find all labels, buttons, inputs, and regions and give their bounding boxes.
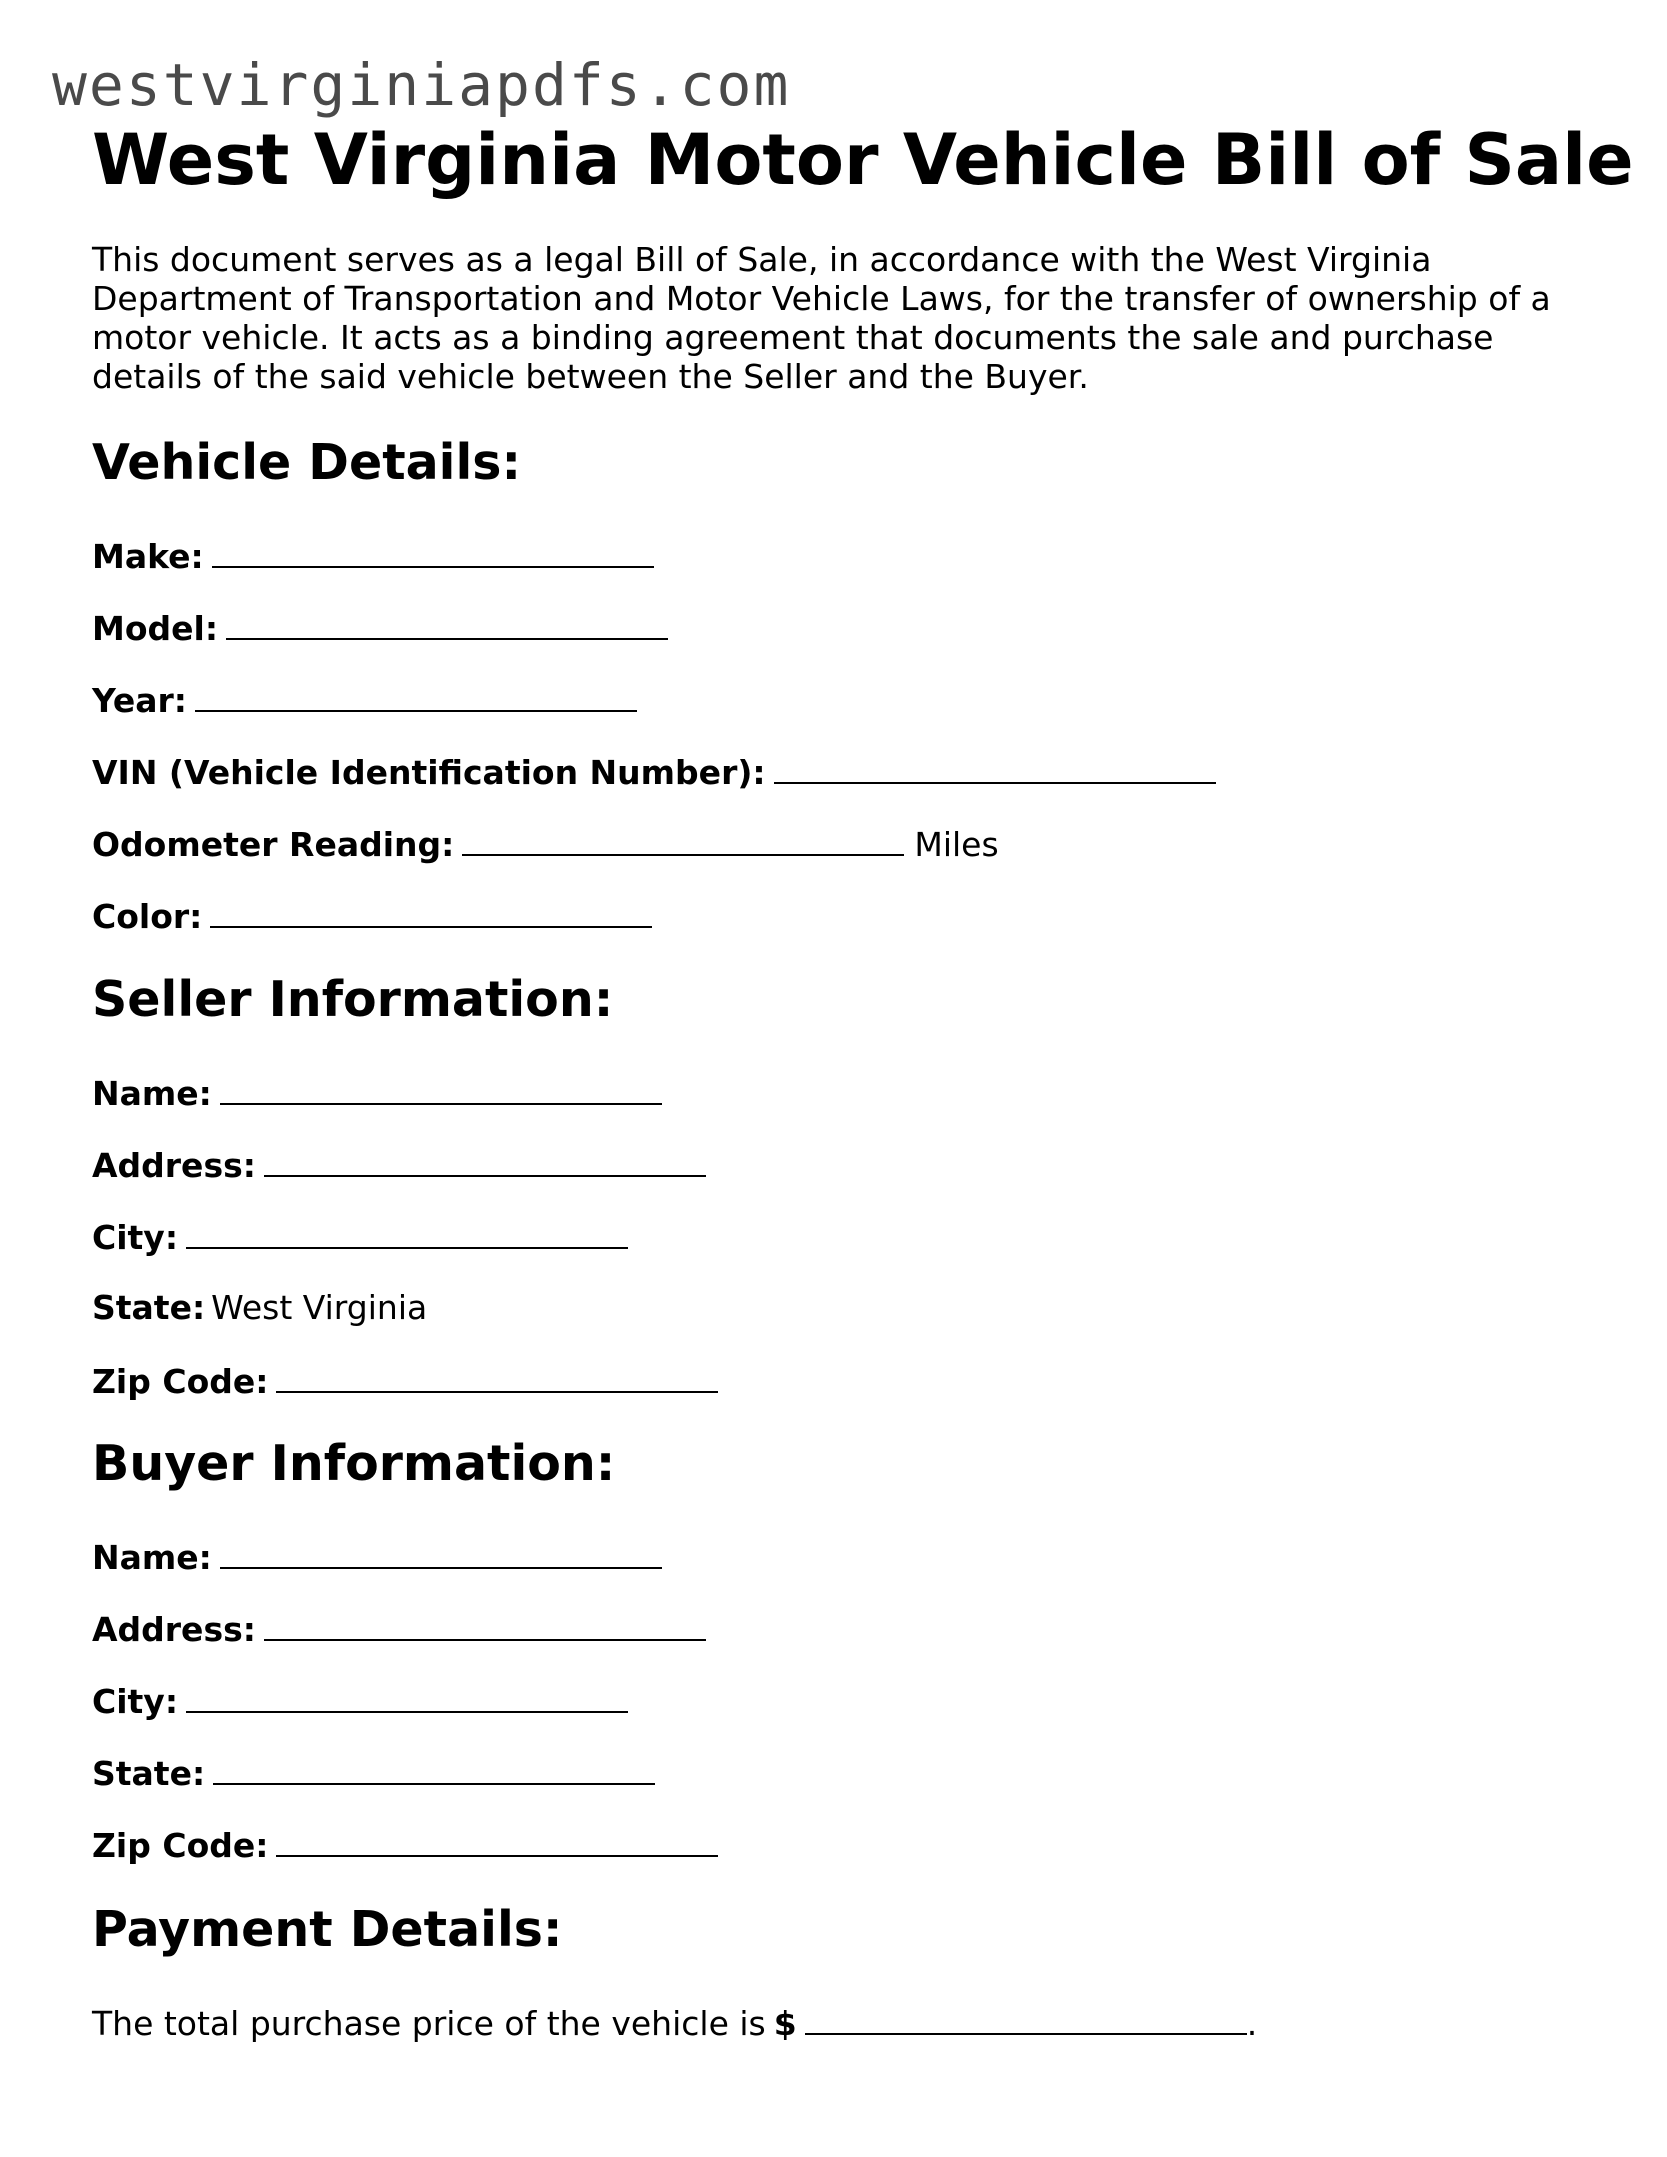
document-title: West Virginia Motor Vehicle Bill of Sale [92, 119, 1634, 201]
seller-zip-input-line[interactable] [276, 1360, 718, 1393]
purchase-price-input-line[interactable] [805, 2002, 1247, 2035]
buyer-address-field [92, 1608, 706, 1650]
buyer-city-input-line[interactable] [186, 1680, 628, 1713]
seller-name-field [92, 1072, 662, 1114]
seller-address-label: Address: [92, 1146, 256, 1185]
buyer-city-field [92, 1680, 628, 1722]
document-page [92, 118, 1634, 2043]
seller-zip-label: Zip Code: [92, 1362, 269, 1401]
buyer-address-input-line[interactable] [264, 1608, 706, 1641]
seller-state-value: West Virginia [211, 1288, 428, 1327]
vin-label: VIN (Vehicle Identification Number): [92, 753, 766, 792]
odometer-input-line[interactable] [462, 823, 904, 856]
vehicle-details-heading: Vehicle Details: [92, 434, 522, 491]
buyer-information-heading: Buyer Information: [92, 1435, 616, 1492]
buyer-state-input-line[interactable] [213, 1752, 655, 1785]
seller-city-field [92, 1216, 628, 1258]
seller-state-label: State: [92, 1288, 206, 1327]
watermark: westvirginiapdfs.com [52, 51, 791, 119]
buyer-zip-field [92, 1824, 718, 1866]
seller-information-heading: Seller Information: [92, 971, 614, 1028]
seller-zip-field [92, 1360, 718, 1402]
seller-state-field [92, 1288, 427, 1328]
buyer-zip-label: Zip Code: [92, 1826, 269, 1865]
odometer-label: Odometer Reading: [92, 825, 455, 864]
buyer-zip-input-line[interactable] [276, 1824, 718, 1857]
odometer-unit: Miles [914, 825, 999, 864]
seller-name-label: Name: [92, 1074, 212, 1113]
model-label: Model: [92, 609, 219, 648]
buyer-state-label: State: [92, 1754, 206, 1793]
seller-address-input-line[interactable] [264, 1144, 706, 1177]
purchase-price-field [92, 2002, 1257, 2044]
buyer-address-label: Address: [92, 1610, 256, 1649]
buyer-name-label: Name: [92, 1538, 212, 1577]
vin-input-line[interactable] [774, 751, 1216, 784]
buyer-name-field [92, 1536, 662, 1578]
make-label: Make: [92, 537, 204, 576]
color-input-line[interactable] [210, 895, 652, 928]
payment-details-heading: Payment Details: [92, 1901, 563, 1958]
odometer-field [92, 823, 999, 865]
seller-city-label: City: [92, 1218, 179, 1257]
buyer-name-input-line[interactable] [220, 1536, 662, 1569]
year-input-line[interactable] [195, 679, 637, 712]
dollar-sign: $ [773, 2004, 797, 2043]
vin-field [92, 751, 1216, 793]
year-label: Year: [92, 681, 187, 720]
model-input-line[interactable] [226, 607, 668, 640]
buyer-city-label: City: [92, 1682, 179, 1721]
make-field [92, 535, 654, 577]
seller-address-field [92, 1144, 706, 1186]
color-label: Color: [92, 897, 203, 936]
make-input-line[interactable] [212, 535, 654, 568]
color-field [92, 895, 652, 937]
buyer-state-field [92, 1752, 655, 1794]
model-field [92, 607, 668, 649]
purchase-price-text: The total purchase price of the vehicle is [92, 2004, 766, 2043]
intro-paragraph: This document serves as a legal Bill of Sale, in accordance with the West Virginia Department of Transportation and Motor Vehicle Laws, for the transfer of ownership of a motor vehicle. It acts as a binding agreement that documents the sale and purchase details of the said vehicle between the Seller and the Buyer. [92, 240, 1551, 396]
purchase-price-period: . [1246, 2004, 1258, 2043]
year-field [92, 679, 637, 721]
seller-name-input-line[interactable] [220, 1072, 662, 1105]
seller-city-input-line[interactable] [186, 1216, 628, 1249]
